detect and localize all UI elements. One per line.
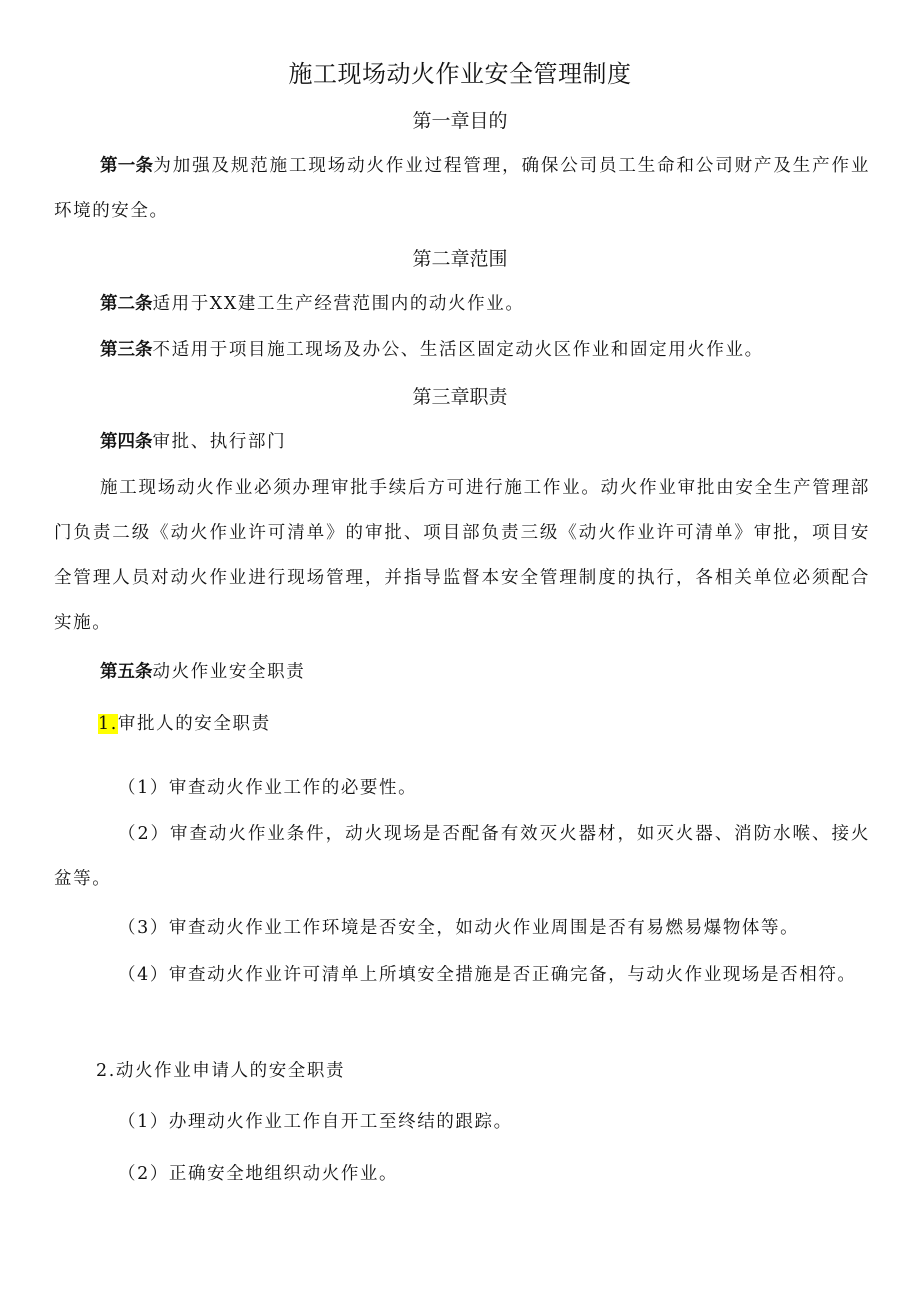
article-5 — [54, 650, 870, 695]
article-2 — [54, 282, 870, 327]
article-3 — [54, 328, 870, 373]
chapter-2-heading: 第二章范围 — [412, 248, 508, 270]
section-1-item-3: （3）审查动火作业工作环境是否安全，如动火作业周围是否有易燃易爆物体等。 — [118, 918, 800, 938]
article-1-text: 为加强及规范施工现场动火作业过程管理，确保公司员工生命和公司财产及生产作业环境的安全。 — [54, 156, 871, 221]
section-1-title: 审批人的安全职责 — [117, 714, 271, 734]
article-4-body: 施工现场动火作业必须办理审批手续后方可进行施工作业。动火作业审批由安全生产管理部门负责二级《动火作业许可清单》的审批、项目部负责三级《动火作业许可清单》审批，项目安全管理人员对动火作业进行现场管理，并指导监督本安全管理制度的执行，各相关单位必须配合实施。 — [54, 478, 870, 633]
article-4-text: 审批、执行部门 — [152, 432, 287, 452]
section-2-item-1: （1）办理动火作业工作自开工至终结的跟踪。 — [118, 1112, 513, 1132]
section-2-heading: 2.动火作业申请人的安全职责 — [96, 1061, 346, 1081]
section-1-item-4: （4）审查动火作业许可清单上所填安全措施是否正确完备，与动火作业现场是否相符。 — [118, 965, 857, 985]
section-1-item-1: （1）审查动火作业工作的必要性。 — [118, 778, 418, 798]
chapter-3-heading: 第三章职责 — [412, 386, 508, 408]
article-4-label: 第四条 — [100, 432, 153, 452]
section-1-heading — [98, 709, 271, 739]
article-2-label: 第二条 — [100, 294, 153, 314]
article-2-text: 适用于XX建工生产经营范围内的动火作业。 — [152, 294, 525, 314]
article-3-label: 第三条 — [100, 340, 153, 360]
article-4 — [54, 420, 870, 465]
article-1 — [54, 144, 870, 234]
document-title: 施工现场动火作业安全管理制度 — [288, 60, 632, 88]
article-3-text: 不适用于项目施工现场及办公、生活区固定动火区作业和固定用火作业。 — [152, 340, 764, 360]
chapter-1-heading: 第一章目的 — [412, 110, 508, 132]
section-2-item-2: （2）正确安全地组织动火作业。 — [118, 1164, 399, 1184]
section-1-item-2: （2）审查动火作业条件，动火现场是否配备有效灭火器材，如灭火器、消防水喉、接火盆等。 — [54, 824, 870, 889]
article-1-label: 第一条 — [100, 156, 154, 176]
article-5-label: 第五条 — [100, 662, 153, 682]
section-1-number: 1. — [98, 714, 118, 734]
article-5-text: 动火作业安全职责 — [152, 662, 306, 682]
